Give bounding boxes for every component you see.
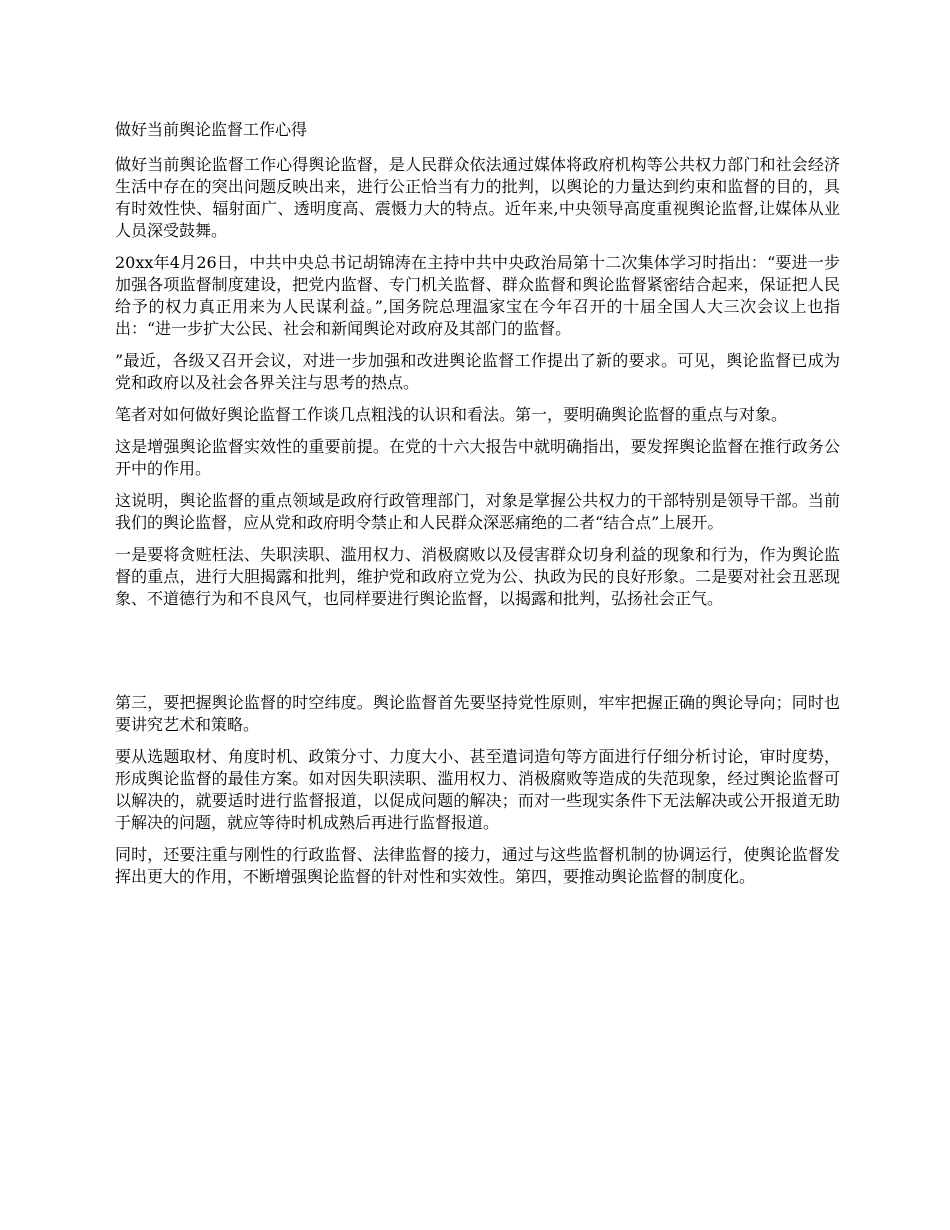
document-title: 做好当前舆论监督工作心得: [115, 120, 308, 139]
document-page: [115, 118, 840, 898]
paragraph: 这说明，舆论监督的重点领域是政府行政管理部门，对象是掌握公共权力的干部特别是领导干部。当前我们的舆论监督，应从党和政府明令禁止和人民群众深恶痛绝的二者“结合点”上展开。: [115, 491, 840, 532]
paragraph: 做好当前舆论监督工作心得舆论监督，是人民群众依法通过媒体将政府机构等公共权力部门和社会经济生活中存在的突出问题反映出来，进行公正恰当有力的批判，以舆论的力量达到约束和监督的目的，具有时效性快、辐射面广、透明度高、震慑力大的特点。近年来,中央领导高度重视舆论监督,让媒体从业人员深受鼓舞。: [115, 155, 840, 240]
paragraph: 20xx年4月26日，中共中央总书记胡锦涛在主持中共中央政治局第十二次集体学习时指出：“要进一步加强各项监督制度建设，把党内监督、专门机关监督、群众监督和舆论监督紧密结合起来，保证把人民给予的权力真正用来为人民谋利益。”,国务院总理温家宝在今年召开的十届全国人大三次会议上也指出：“进一步扩大公民、社会和新闻舆论对政府及其部门的监督。: [115, 253, 840, 338]
paragraph: 同时，还要注重与刚性的行政监督、法律监督的接力，通过与这些监督机制的协调运行，使舆论监督发挥出更大的作用，不断增强舆论监督的针对性和实效性。第四，要推动舆论监督的制度化。: [115, 845, 840, 886]
section-gap: [115, 620, 840, 692]
paragraph: 一是要将贪赃枉法、失职渎职、滥用权力、消极腐败以及侵害群众切身利益的现象和行为，作为舆论监督的重点，进行大胆揭露和批判，维护党和政府立党为公、执政为民的良好形象。二是要对社会丑恶现象、不道德行为和不良风气，也同样要进行舆论监督，以揭露和批判，弘扬社会正气。: [115, 545, 840, 608]
paragraph: 要从选题取材、角度时机、政策分寸、力度大小、甚至遣词造句等方面进行仔细分析讨论，审时度势，形成舆论监督的最佳方案。如对因失职渎职、滥用权力、消极腐败等造成的失范现象，经过舆论监督可以解决的，就要适时进行监督报道，以促成问题的解决；而对一些现实条件下无法解决或公开报道无助于解决的问题，就应等待时机成熟后再进行监督报道。: [115, 747, 840, 832]
paragraph: ”最近，各级又召开会议，对进一步加强和改进舆论监督工作提出了新的要求。可见，舆论监督已成为党和政府以及社会各界关注与思考的热点。: [115, 351, 840, 392]
paragraph: 第三，要把握舆论监督的时空纬度。舆论监督首先要坚持党性原则，牢牢把握正确的舆论导向；同时也要讲究艺术和策略。: [115, 693, 840, 734]
paragraph: 这是增强舆论监督实效性的重要前提。在党的十六大报告中就明确指出，要发挥舆论监督在推行政务公开中的作用。: [115, 437, 840, 478]
paragraph: 笔者对如何做好舆论监督工作谈几点粗浅的认识和看法。第一，要明确舆论监督的重点与对象。: [115, 405, 788, 424]
